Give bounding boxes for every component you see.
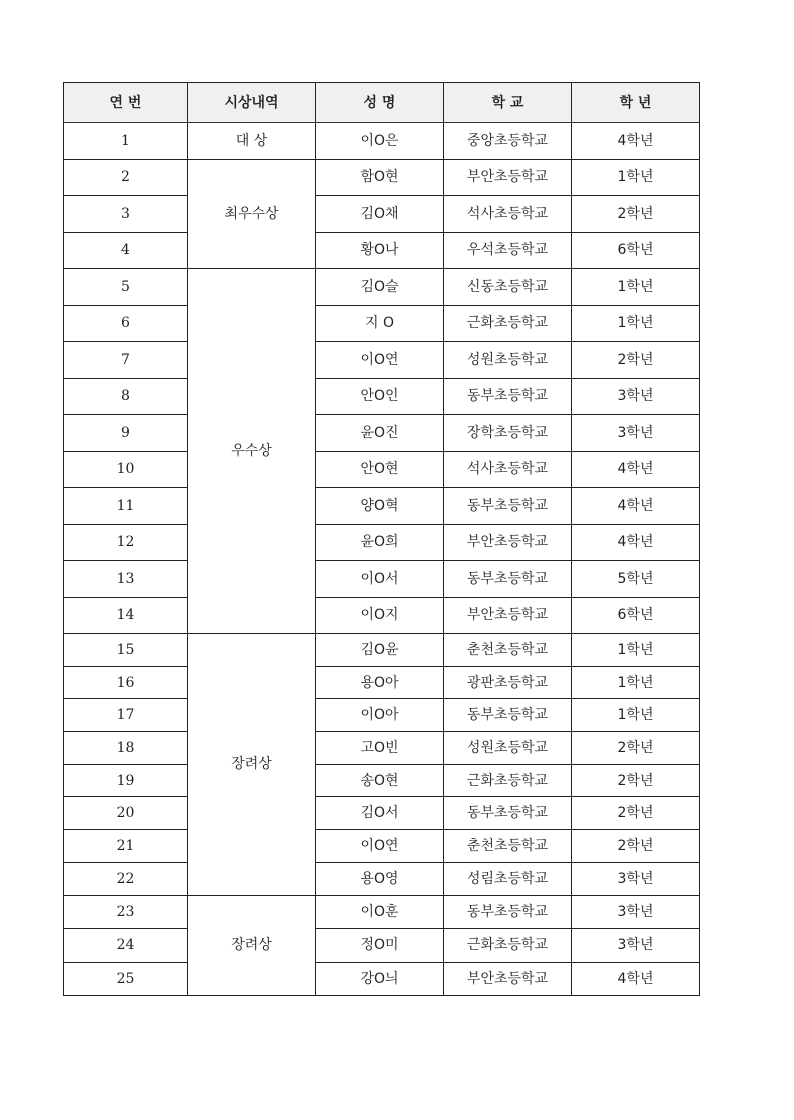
student-name: 이O아 <box>316 699 444 732</box>
student-name: 이O훈 <box>316 895 444 929</box>
grade: 1학년 <box>572 699 700 732</box>
row-no: 3 <box>64 196 188 233</box>
row-no: 11 <box>64 488 188 525</box>
row-no: 19 <box>64 764 188 797</box>
school-name: 동부초등학교 <box>444 895 572 929</box>
grade: 2학년 <box>572 797 700 830</box>
school-name: 근화초등학교 <box>444 764 572 797</box>
row-no: 17 <box>64 699 188 732</box>
award-cell: 우수상 <box>188 269 316 634</box>
student-name: 이O연 <box>316 830 444 863</box>
grade: 1학년 <box>572 666 700 699</box>
grade: 1학년 <box>572 634 700 667</box>
school-name: 성원초등학교 <box>444 342 572 379</box>
student-name: 이O연 <box>316 342 444 379</box>
row-no: 9 <box>64 415 188 452</box>
school-name: 중앙초등학교 <box>444 123 572 160</box>
student-name: 강O늬 <box>316 962 444 996</box>
award-cell: 장려상 <box>188 634 316 896</box>
row-no: 22 <box>64 862 188 895</box>
table-row <box>64 378 700 415</box>
row-no: 16 <box>64 666 188 699</box>
student-name: 안O현 <box>316 451 444 488</box>
table-row <box>64 764 700 797</box>
grade: 3학년 <box>572 929 700 963</box>
student-name: 김O서 <box>316 797 444 830</box>
school-name: 부안초등학교 <box>444 962 572 996</box>
grade: 1학년 <box>572 305 700 342</box>
row-no: 7 <box>64 342 188 379</box>
row-no: 8 <box>64 378 188 415</box>
table-row <box>64 196 700 233</box>
table-row <box>64 862 700 895</box>
row-no: 13 <box>64 561 188 598</box>
row-no: 10 <box>64 451 188 488</box>
table-row <box>64 699 700 732</box>
header-no: 연 번 <box>64 83 188 123</box>
student-name: 용O아 <box>316 666 444 699</box>
grade: 3학년 <box>572 895 700 929</box>
grade: 2학년 <box>572 342 700 379</box>
row-no: 24 <box>64 929 188 963</box>
table-row <box>64 634 700 667</box>
student-name: 지 O <box>316 305 444 342</box>
student-name: 김O슬 <box>316 269 444 306</box>
awards-table <box>63 82 700 996</box>
table-row <box>64 895 700 929</box>
school-name: 부안초등학교 <box>444 524 572 561</box>
row-no: 12 <box>64 524 188 561</box>
student-name: 이O서 <box>316 561 444 598</box>
header-row <box>64 83 700 123</box>
student-name: 함O현 <box>316 159 444 196</box>
school-name: 장학초등학교 <box>444 415 572 452</box>
school-name: 춘천초등학교 <box>444 634 572 667</box>
school-name: 동부초등학교 <box>444 378 572 415</box>
school-name: 석사초등학교 <box>444 196 572 233</box>
school-name: 춘천초등학교 <box>444 830 572 863</box>
student-name: 윤O희 <box>316 524 444 561</box>
school-name: 동부초등학교 <box>444 797 572 830</box>
school-name: 부안초등학교 <box>444 159 572 196</box>
table-row <box>64 666 700 699</box>
grade: 3학년 <box>572 415 700 452</box>
school-name: 근화초등학교 <box>444 305 572 342</box>
grade: 2학년 <box>572 764 700 797</box>
school-name: 성원초등학교 <box>444 732 572 765</box>
header-award: 시상내역 <box>188 83 316 123</box>
grade: 4학년 <box>572 123 700 160</box>
school-name: 우석초등학교 <box>444 232 572 269</box>
student-name: 이O은 <box>316 123 444 160</box>
student-name: 송O현 <box>316 764 444 797</box>
grade: 2학년 <box>572 196 700 233</box>
school-name: 신동초등학교 <box>444 269 572 306</box>
grade: 2학년 <box>572 830 700 863</box>
table-row <box>64 342 700 379</box>
school-name: 성림초등학교 <box>444 862 572 895</box>
row-no: 4 <box>64 232 188 269</box>
student-name: 황O나 <box>316 232 444 269</box>
school-name: 석사초등학교 <box>444 451 572 488</box>
grade: 1학년 <box>572 159 700 196</box>
school-name: 동부초등학교 <box>444 699 572 732</box>
row-no: 23 <box>64 895 188 929</box>
grade: 6학년 <box>572 232 700 269</box>
table-row <box>64 561 700 598</box>
student-name: 용O영 <box>316 862 444 895</box>
school-name: 부안초등학교 <box>444 597 572 634</box>
grade: 3학년 <box>572 378 700 415</box>
table-row <box>64 597 700 634</box>
table-row <box>64 524 700 561</box>
table-row <box>64 305 700 342</box>
table-row <box>64 962 700 996</box>
school-name: 광판초등학교 <box>444 666 572 699</box>
grade: 2학년 <box>572 732 700 765</box>
table-row <box>64 488 700 525</box>
student-name: 김O채 <box>316 196 444 233</box>
row-no: 1 <box>64 123 188 160</box>
student-name: 고O빈 <box>316 732 444 765</box>
row-no: 15 <box>64 634 188 667</box>
student-name: 안O인 <box>316 378 444 415</box>
grade: 4학년 <box>572 488 700 525</box>
award-cell: 대 상 <box>188 123 316 160</box>
table-row <box>64 232 700 269</box>
school-name: 근화초등학교 <box>444 929 572 963</box>
award-cell: 장려상 <box>188 895 316 996</box>
table-row <box>64 415 700 452</box>
student-name: 이O지 <box>316 597 444 634</box>
table-row <box>64 451 700 488</box>
student-name: 윤O진 <box>316 415 444 452</box>
grade: 5학년 <box>572 561 700 598</box>
grade: 6학년 <box>572 597 700 634</box>
award-cell: 최우수상 <box>188 159 316 269</box>
row-no: 20 <box>64 797 188 830</box>
student-name: 김O윤 <box>316 634 444 667</box>
row-no: 18 <box>64 732 188 765</box>
grade: 4학년 <box>572 524 700 561</box>
table-row <box>64 269 700 306</box>
row-no: 25 <box>64 962 188 996</box>
row-no: 6 <box>64 305 188 342</box>
row-no: 2 <box>64 159 188 196</box>
grade: 4학년 <box>572 451 700 488</box>
table-row <box>64 929 700 963</box>
grade: 3학년 <box>572 862 700 895</box>
header-name: 성 명 <box>316 83 444 123</box>
table-row <box>64 732 700 765</box>
table-row <box>64 797 700 830</box>
student-name: 정O미 <box>316 929 444 963</box>
row-no: 21 <box>64 830 188 863</box>
row-no: 14 <box>64 597 188 634</box>
table-row <box>64 830 700 863</box>
row-no: 5 <box>64 269 188 306</box>
table-row <box>64 123 700 160</box>
student-name: 양O혁 <box>316 488 444 525</box>
header-school: 학 교 <box>444 83 572 123</box>
school-name: 동부초등학교 <box>444 488 572 525</box>
school-name: 동부초등학교 <box>444 561 572 598</box>
grade: 1학년 <box>572 269 700 306</box>
table-row <box>64 159 700 196</box>
header-grade: 학 년 <box>572 83 700 123</box>
grade: 4학년 <box>572 962 700 996</box>
